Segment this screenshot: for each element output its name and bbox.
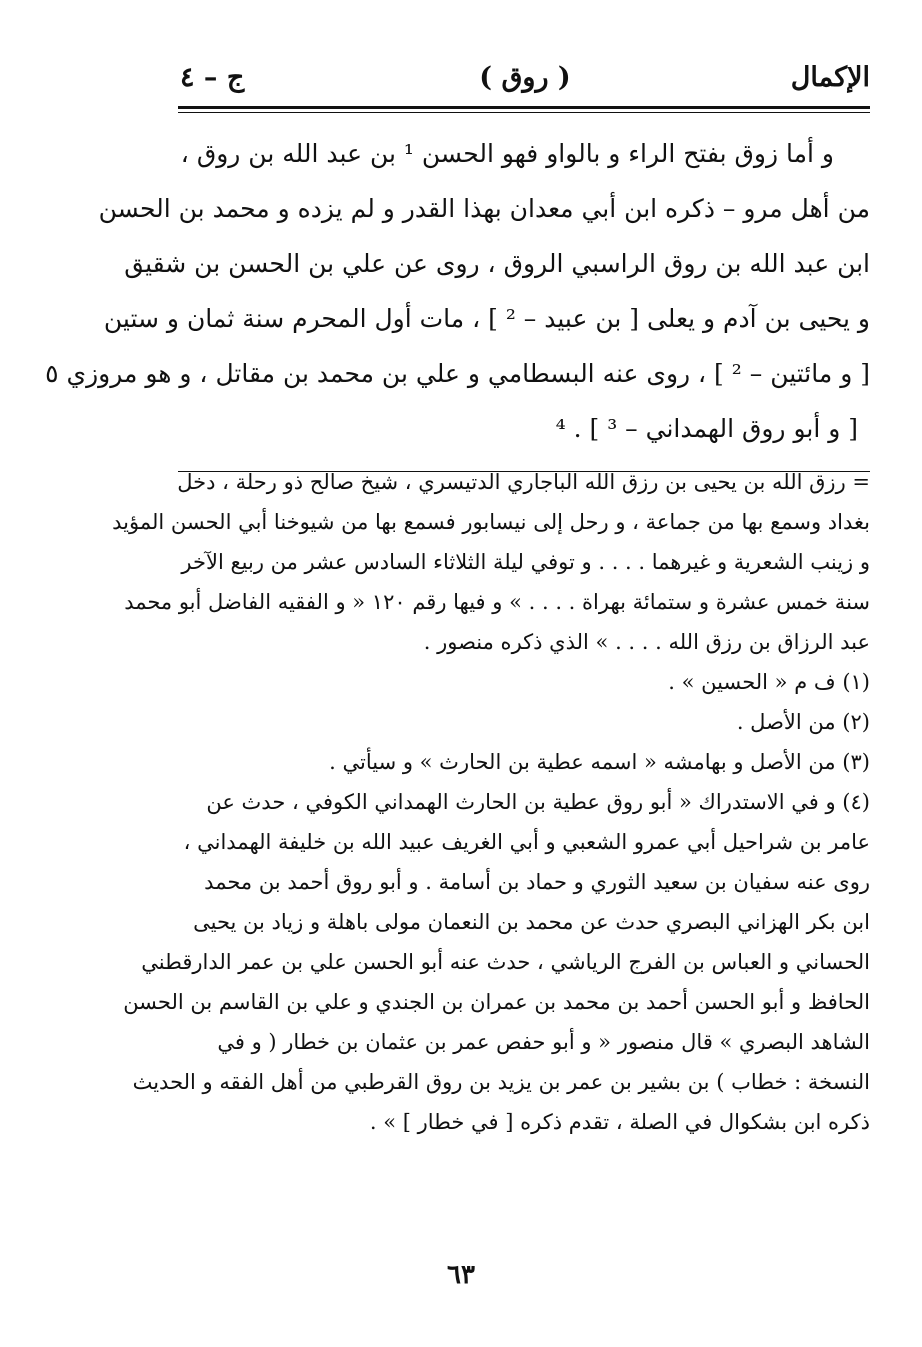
header-rule-thick [178, 106, 870, 109]
footnote-line: (٤) و في الاستدراك « أبو روق عطية بن الحارث الهمداني الكوفي ، حدث عن [206, 790, 870, 814]
footnote-line: (٢) من الأصل . [736, 710, 870, 734]
footnote-line: بغداد وسمع بها من جماعة ، و رحل إلى نيسابور فسمع بها من شيوخنا أبي الحسن المؤيد [112, 510, 870, 534]
root-heading: ( روق ) [479, 62, 571, 93]
main-line: [ و أبو روق الهمداني – ³ ] . ⁴ [555, 414, 858, 443]
main-line: ابن عبد الله بن روق الراسبي الروق ، روى عن علي بن الحسن بن شقيق [124, 249, 870, 278]
footnote-line: عبد الرزاق بن رزق الله . . . . » الذي ذكره منصور . [423, 630, 870, 654]
page-header [180, 62, 870, 102]
footnote-line: ذكره ابن بشكوال في الصلة ، تقدم ذكره [ في خطار ] » . [369, 1110, 870, 1134]
main-line: و يحيى بن آدم و يعلى [ بن عبيد – ² ] ، مات أول المحرم سنة ثمان و ستين [103, 304, 870, 333]
footnote-line: ابن بكر الهزاني البصري حدث عن محمد بن النعمان مولى باهلة و زياد بن يحيى [193, 910, 870, 934]
footnote-line: سنة خمس عشرة و ستمائة بهراة . . . . » و فيها رقم ١٢٠ « و الفقيه الفاضل أبو محمد [124, 590, 870, 614]
footnote-line: و زينب الشعرية و غيرهما . . . . و توفي ليلة الثلاثاء السادس عشر من ربيع الآخر [181, 550, 870, 574]
footnote-line: الحافظ و أبو الحسن أحمد بن محمد بن عمران بن الجندي و علي بن القاسم بن الحسن [123, 990, 870, 1014]
volume-number: ج – ٤ [180, 62, 245, 93]
footnote-line: الحساني و العباس بن الفرج الرياشي ، حدث عنه أبو الحسن علي بن عمر الدارقطني [141, 950, 870, 974]
main-line: و أما زوق بفتح الراء و بالواو فهو الحسن ¹ بن عبد الله بن روق ، [180, 139, 834, 168]
page-number: ٦٣ [447, 1260, 475, 1290]
footnote-line: عامر بن شراحيل أبي عمرو الشعبي و أبي الغريف عبيد الله بن خليفة الهمداني ، [183, 830, 870, 854]
footnote-line: = رزق الله بن يحيى بن رزق الله الباجاري الدتيسري ، شيخ صالح ذو رحلة ، دخل [177, 470, 870, 494]
book-title: الإكمال [790, 62, 870, 93]
main-text [45, 126, 870, 456]
footnote-line: النسخة : خطاب ) بن بشير بن عمر بن يزيد بن روق القرطبي من أهل الفقه و الحديث [132, 1070, 870, 1094]
footnote-line: (٣) من الأصل و بهامشه « اسمه عطية بن الحارث » و سيأتي . [329, 750, 870, 774]
footnotes [112, 462, 870, 1142]
header-rule-thin [178, 112, 870, 113]
main-line: من أهل مرو – ذكره ابن أبي معدان بهذا القدر و لم يزده و محمد بن الحسن [98, 194, 870, 223]
footnote-line: (١) ف م « الحسين » . [668, 670, 870, 694]
footnote-line: روى عنه سفيان بن سعيد الثوري و حماد بن أسامة . و أبو روق أحمد بن محمد [204, 870, 870, 894]
main-line: [ و مائتين – ² ] ، روى عنه البسطامي و علي بن محمد بن مقاتل ، و هو مروزي ٥ [45, 359, 870, 388]
footnote-line: الشاهد البصري » قال منصور « و أبو حفص عمر بن عثمان بن خطار ( و في [217, 1030, 870, 1054]
